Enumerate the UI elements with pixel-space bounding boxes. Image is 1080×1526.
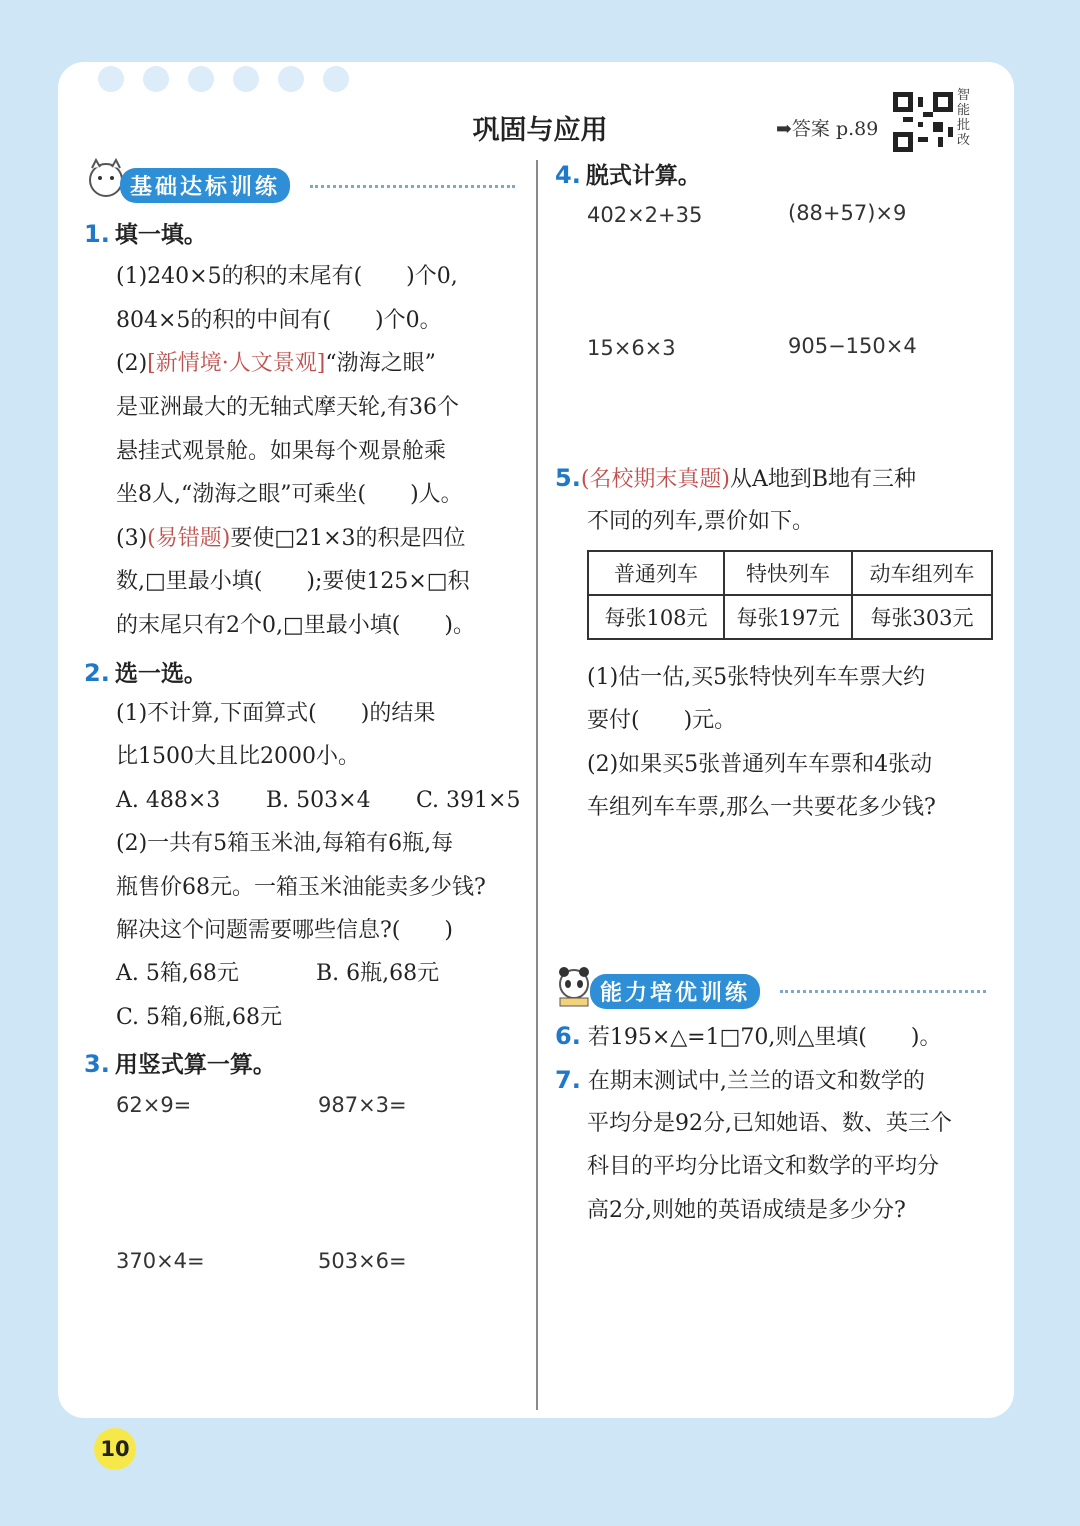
question-7-first-line: 7. 在期末测试中,兰兰的语文和数学的 <box>555 1066 925 1094</box>
q5-line: 不同的列车,票价如下。 <box>587 509 814 534</box>
question-6: 6. 若195×△=1□70,则△里填( )。 <box>555 1022 942 1050</box>
question-3-header: 3. 用竖式算一算。 <box>84 1050 276 1078</box>
q3-item: 987×3= <box>318 1093 407 1117</box>
table-header-cell: 特快列车 <box>724 551 852 595</box>
question-2-header: 2. 选一选。 <box>84 659 207 687</box>
q2-option: B. 6瓶,68元 <box>316 961 440 986</box>
q1-line: 数,□里最小填( );要使125×□积 <box>116 569 470 594</box>
arrow-right-icon: ➡ <box>776 118 792 140</box>
q2-line: (2)一共有5箱玉米油,每箱有6瓶,每 <box>116 831 454 856</box>
q5-line: (2)如果买5张普通列车车票和4张动 <box>587 752 933 777</box>
q5-line: 车组列车车票,那么一共要花多少钱? <box>587 795 936 820</box>
table-cell: 每张303元 <box>852 595 992 639</box>
section-advanced-title: 能力培优训练 <box>590 974 760 1009</box>
section-basic-title: 基础达标训练 <box>120 168 290 203</box>
page-title: 巩固与应用 <box>472 115 608 146</box>
q1-line: 是亚洲最大的无轴式摩天轮,有36个 <box>116 395 459 420</box>
page-number: 10 <box>94 1428 136 1470</box>
q2-line: (1)不计算,下面算式( )的结果 <box>116 701 436 726</box>
q7-line: 平均分是92分,已知她语、数、英三个 <box>587 1111 952 1136</box>
q1-part2-first-line: (2)[新情境·人文景观]“渤海之眼” <box>116 351 436 376</box>
q3-item: 503×6= <box>318 1249 407 1273</box>
q1-part3-first-line: (3)(易错题)要使□21×3的积是四位 <box>116 526 466 551</box>
table-row <box>588 551 992 595</box>
q4-item: 402×2+35 <box>587 203 703 227</box>
section-divider-dots <box>780 990 986 993</box>
q2-option: C. 391×5 <box>416 788 521 813</box>
question-1-header: 1. 填一填。 <box>84 220 207 248</box>
qr-code-icon[interactable] <box>893 92 953 152</box>
q2-line: 比1500大且比2000小。 <box>116 744 360 769</box>
qr-label: 智能批改 <box>957 88 971 148</box>
tag-school-exam: (名校期末真题) <box>580 467 730 492</box>
q3-item: 370×4= <box>116 1249 205 1273</box>
q4-item: 905−150×4 <box>788 334 917 358</box>
q1-line: 悬挂式观景舱。如果每个观景舱乘 <box>116 439 447 464</box>
fare-table <box>587 550 993 640</box>
q1-line: 804×5的积的中间有( )个0。 <box>116 308 442 333</box>
q5-line: 要付( )元。 <box>587 708 737 733</box>
q3-item: 62×9= <box>116 1093 192 1117</box>
q1-line: 坐8人,“渤海之眼”可乘坐( )人。 <box>116 482 463 507</box>
q7-line: 高2分,则她的英语成绩是多少分? <box>587 1198 906 1223</box>
q2-option: A. 488×3 <box>116 788 221 813</box>
tag-error-prone: (易错题) <box>147 526 231 551</box>
table-header-cell: 动车组列车 <box>852 551 992 595</box>
q4-item: (88+57)×9 <box>788 201 907 225</box>
table-header-cell: 普通列车 <box>588 551 724 595</box>
q4-item: 15×6×3 <box>587 336 676 360</box>
column-divider <box>536 160 538 1410</box>
q2-line: 解决这个问题需要哪些信息?( ) <box>116 918 453 943</box>
q2-option: C. 5箱,6瓶,68元 <box>116 1005 283 1030</box>
table-cell: 每张108元 <box>588 595 724 639</box>
question-4-header: 4. 脱式计算。 <box>555 161 701 189</box>
tag-new-context: [新情境·人文景观] <box>147 351 326 376</box>
q1-line: 的末尾只有2个0,□里最小填( )。 <box>116 613 475 638</box>
q2-option: B. 503×4 <box>266 788 371 813</box>
q2-option: A. 5箱,68元 <box>116 961 239 986</box>
table-cell: 每张197元 <box>724 595 852 639</box>
q5-line: (1)估一估,买5张特快列车车票大约 <box>587 665 926 690</box>
section-divider-dots <box>310 185 515 188</box>
q7-line: 科目的平均分比语文和数学的平均分 <box>587 1154 940 1179</box>
q1-line: (1)240×5的积的末尾有( )个0, <box>116 264 458 289</box>
question-5-header: 5.(名校期末真题)从A地到B地有三种 <box>555 464 917 492</box>
table-row <box>588 595 992 639</box>
q2-line: 瓶售价68元。一箱玉米油能卖多少钱? <box>116 875 486 900</box>
panda-mascot-icon <box>554 966 594 1014</box>
answer-reference[interactable]: ➡答案 p.89 <box>776 118 879 140</box>
